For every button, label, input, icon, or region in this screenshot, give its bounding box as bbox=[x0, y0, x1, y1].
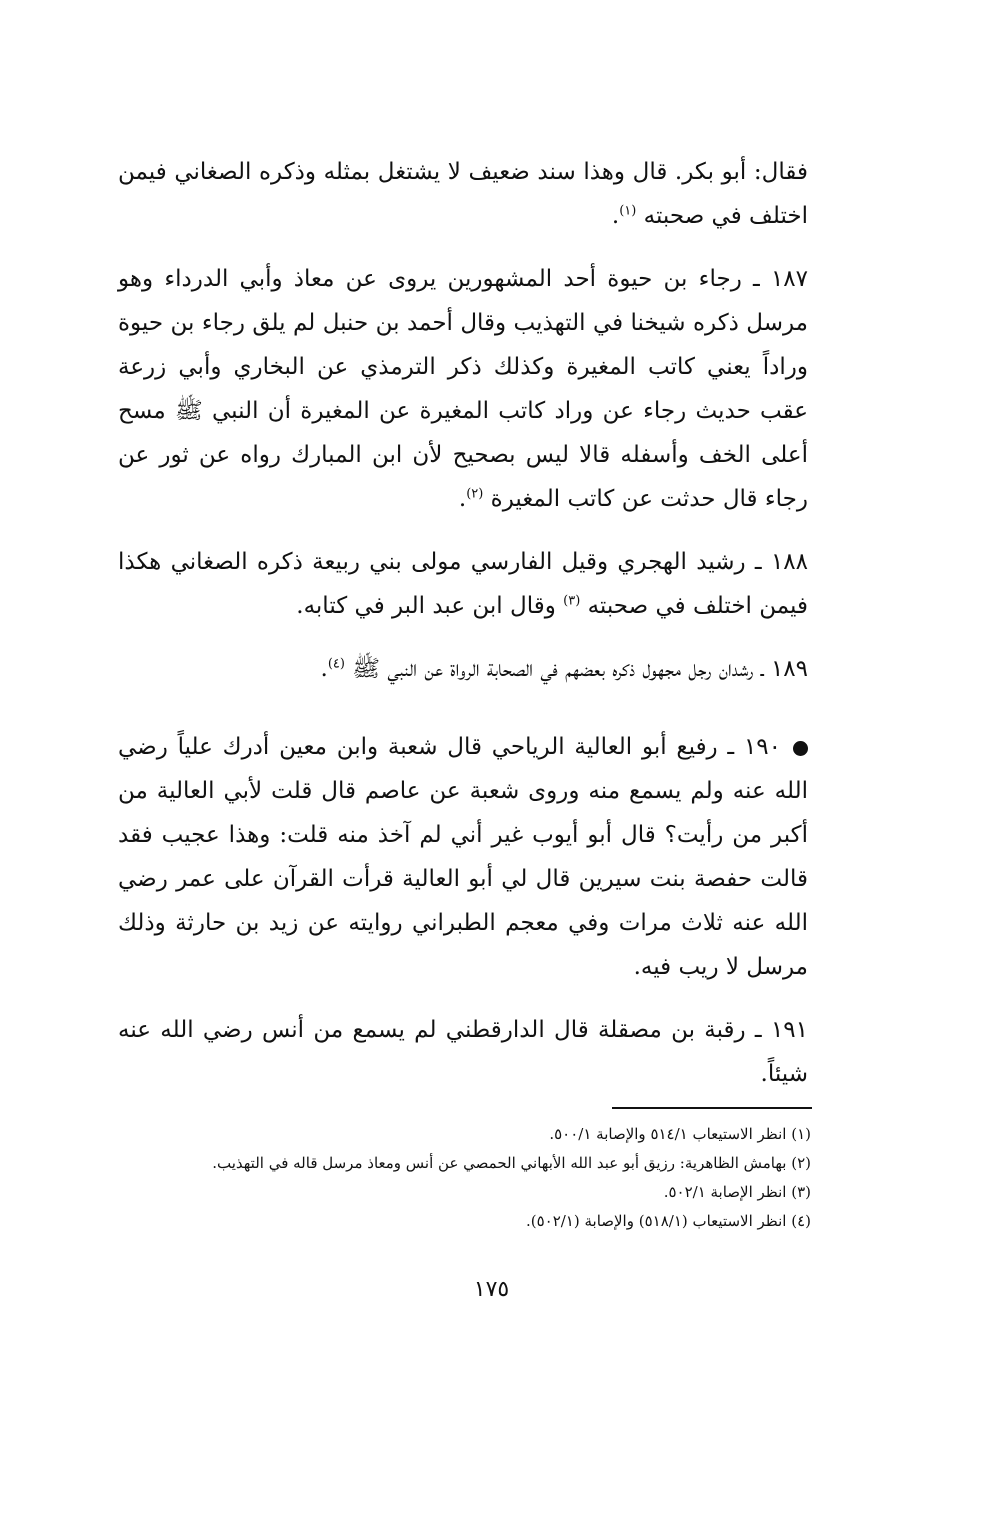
paragraph-188: ١٨٨ ـ رشيد الهجري وقيل الفارسي مولى بني ربيعة ذكره الصغاني هكذا فيمن اختلف في صحبته $^{(٣)}$ وقال ابن عبد البر في كتابه. bbox=[118, 549, 808, 619]
footnote-4: (٤) انظر الاستيعاب (٥١٨/١) والإصابة (٥٠٢/١). bbox=[525, 1212, 811, 1230]
footnote-ref-1: (١) bbox=[619, 203, 637, 219]
footnote-divider bbox=[612, 1107, 812, 1109]
paragraph-187: ١٨٧ ـ رجاء بن حيوة أحد المشهورين يروى عن معاذ وأبي الدرداء وهو مرسل ذكره شيخنا في التهذيب وقال أحمد بن حنبل لم يلق رجاء بن حيوة وراداً يعني كاتب المغيرة وكذلك ذكر الترمذي عن البخاري وأبي زرعة عقب حديث رجاء عن وراد كاتب المغيرة عن المغيرة أن النبي ﷺ مسح أعلى الخف وأسفله قالا ليس بصحيح لأن ابن المبارك رواه عن ثور عن رجاء قال حدثت عن كاتب المغيرة $^{(٢)}$. bbox=[118, 266, 808, 512]
bullet-dot-icon bbox=[793, 741, 808, 756]
paragraph-190: ١٩٠ ـ رفيع أبو العالية الرياحي قال شعبة وابن معين أدرك علياً رضي الله عنه ولم يسمع منه وروى شعبة عن عاصم قال قلت لأبي العالية من أكبر من رأيت؟ قال أبو أيوب غير أني لم آخذ منه قلت: وهذا عجيب فقد قالت حفصة بنت سيرين قال لي أبو العالية قرأت القرآن على عمر رضي الله عنه ثلاث مرات وفي معجم الطبراني روايته عن زيد بن حارثة وذلك مرسل لا ريب فيه. bbox=[118, 734, 808, 980]
page-number: ١٧٥ bbox=[473, 1277, 510, 1302]
footnote-ref-2: (٢) bbox=[466, 486, 484, 502]
main-text bbox=[118, 150, 808, 1115]
footnote-ref-3: (٣) bbox=[563, 593, 581, 609]
footnote-ref-4: (٤) bbox=[327, 656, 345, 672]
paragraph-186-continuation: فقال: أبو بكر. قال وهذا سند ضعيف لا يشتغل بمثله وذكره الصغاني فيمن اختلف في صحبته $^{(١)}$. bbox=[118, 159, 808, 229]
paragraph-189: ١٨٩ ـ رشدان رجل مجهول ذكره بعضهم في الصحابة الرواة عن النبي ﷺ $^{(٤)}$. bbox=[320, 656, 808, 682]
paragraph-191: ١٩١ ـ رقبة بن مصقلة قال الدارقطني لم يسمع من أنس رضي الله عنه شيئاً. bbox=[118, 1017, 808, 1087]
footnote-1: (١) انظر الاستيعاب ٥١٤/١ والإصابة ٥٠٠/١. bbox=[549, 1125, 811, 1143]
footnote-3: (٣) انظر الإصابة ٥٠٢/١. bbox=[663, 1183, 811, 1201]
footnote-2: (٢) بهامش الظاهرية: رزيق أبو عبد الله الأبهاني الحمصي عن أنس ومعاذ مرسل قاله في التهذيب. bbox=[212, 1154, 811, 1172]
footnotes bbox=[118, 1120, 811, 1236]
